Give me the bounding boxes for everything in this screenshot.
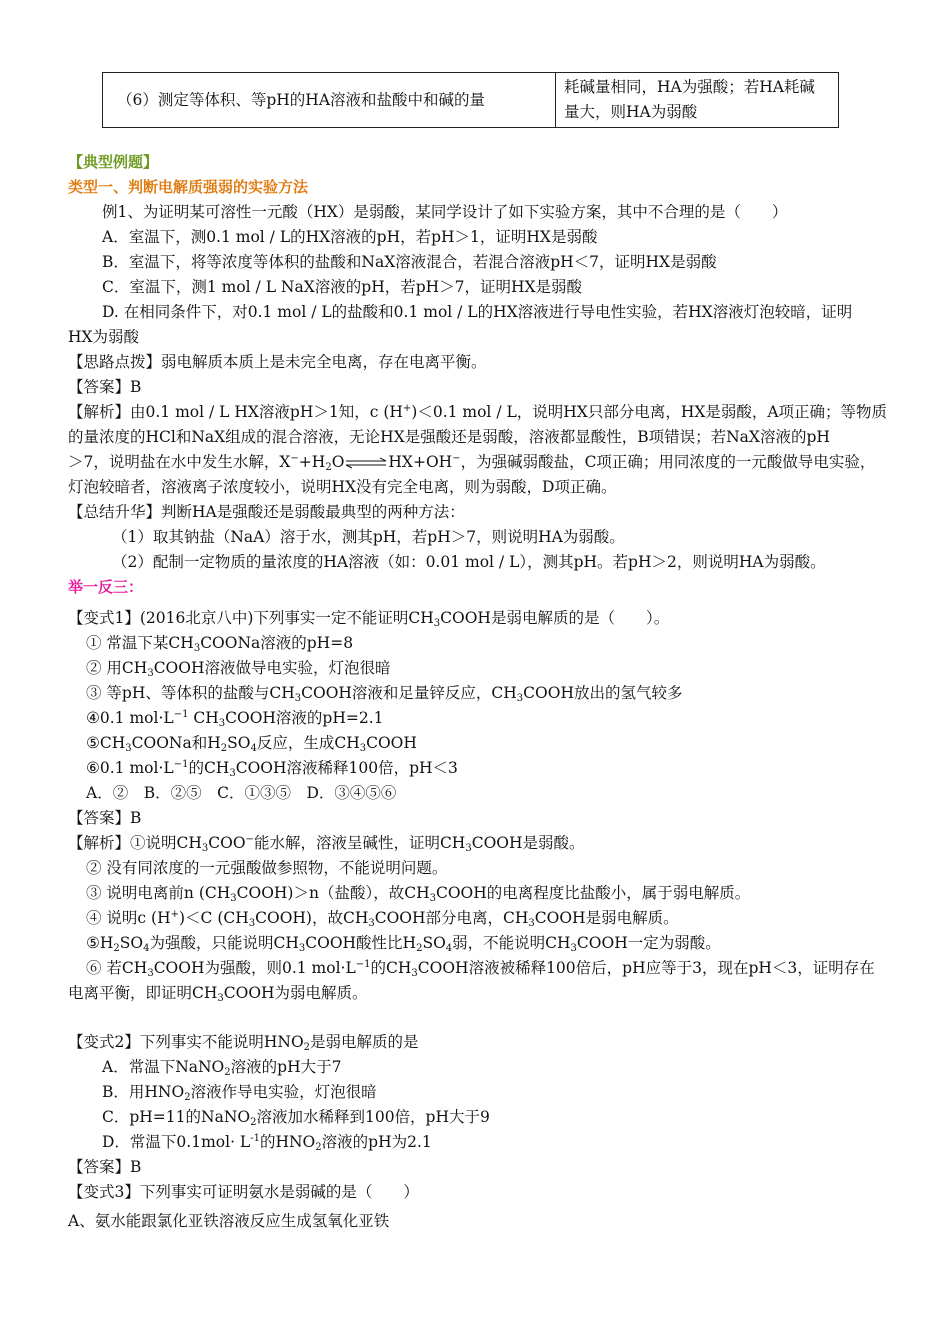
example1-analysis-1: 【解析】由0.1 mol / L HX溶液pH＞1知，c (H+)＜0.1 mol / L，说明HX只部分电离，HX是弱酸，A项正确；等物质 xyxy=(68,403,888,421)
variant1-item-3: ③ 等pH、等体积的盐酸与$CH_3COOH$溶液和足量锌反应，$CH_3COOH$放出的氢气较多 xyxy=(86,684,683,704)
method-table xyxy=(102,72,839,128)
variant3-question: 【变式3】下列事实可证明氨水是弱碱的是（ ） xyxy=(68,1183,419,1201)
variant1-analysis-1: 【解析】①说明$CH_3COO^-$能水解，溶液呈碱性，证明$CH_3COOH$是弱酸。 xyxy=(68,834,585,854)
example1-answer: 【答案】B xyxy=(68,378,142,396)
example1-analysis-3: ＞7，说明盐在水中发生水解，$X^-+H_2O$ HX+OH−，为强碱弱酸盐，C项正确；用同浓度的一元酸做导电实验， xyxy=(68,453,876,473)
table-cell-method: （6）测定等体积、等pH的HA溶液和盐酸中和碱的量 xyxy=(103,73,556,128)
variant1-answer: 【答案】B xyxy=(68,809,142,827)
variant1-item-4: ④0.1 $mol\cdot L^{-1}$ $CH_3COOH$溶液的pH=2.1 xyxy=(86,709,384,729)
variant2-question: 【变式2】下列事实不能说明$HNO_2$是弱电解质的是 xyxy=(68,1033,419,1053)
example1-analysis-2: 的量浓度的HCl和NaX组成的混合溶液，无论HX是强酸还是弱酸，溶液都显酸性，B项错误；若NaX溶液的pH xyxy=(68,428,830,446)
variant1-analysis-4: ④ 说明c (H+)＜C $(CH_3COOH)$，故$CH_3COOH$部分电离，$CH_3COOH$是弱电解质。 xyxy=(86,909,679,929)
variant1-analysis-5: $⑤H_2SO_4$为强酸，只能说明$CH_3COOH$酸性比$H_2SO_4$弱，不能说明$CH_3COOH$一定为弱酸。 xyxy=(86,934,721,954)
variant2-option-a: A．常温下NaNO$_2$溶液的pH大于7 xyxy=(102,1058,342,1078)
example1-option-d-cont: HX为弱酸 xyxy=(68,328,140,346)
variant2-block xyxy=(68,1030,884,1234)
variant1-question: 【变式1】(2016北京八中)下列事实一定不能证明$CH_3COOH$是弱电解质的是（ ）。 xyxy=(68,609,670,629)
variant3-option-a: A、氨水能跟氯化亚铁溶液反应生成氢氧化亚铁 xyxy=(68,1212,390,1230)
example1-option-d: D. 在相同条件下，对0.1 mol / L的盐酸和0.1 mol / L的HX溶液进行导电性实验，若HX溶液灯泡较暗，证明 xyxy=(102,303,853,321)
practice-label: 举一反三： xyxy=(68,578,144,596)
variant1-block xyxy=(68,606,884,1006)
variant1-choices: A．② B．②⑤ C．①③⑤ D．③④⑤⑥ xyxy=(86,784,397,802)
content-block xyxy=(68,150,888,600)
variant2-option-d: D．常温下$0.1mol\cdot L^{-1}$的$HNO_2$溶液的pH为2.1 xyxy=(102,1133,432,1153)
variant1-analysis-3: ③ 说明电离前n $(CH_3COOH)>n$（盐酸），故$CH_3COOH$的电离程度比盐酸小，属于弱电解质。 xyxy=(86,884,751,904)
variant1-analysis-6: ⑥ 若$CH_3COOH$为强酸，则0.1 $mol\cdot L^{-1}$的$CH_3COOH$溶液被稀释100倍后，pH应等于3，现在pH＜3，证明存在 xyxy=(86,959,875,979)
table-row xyxy=(103,73,839,128)
table-cell-conclusion: 耗碱量相同，HA为强酸；若HA耗碱量大，则HA为弱酸 xyxy=(556,73,839,128)
example1-summary: 【总结升华】判断HA是强酸还是弱酸最典型的两种方法： xyxy=(68,503,465,521)
example1-option-a: A．室温下，测0.1 mol / L的HX溶液的pH，若pH＞1，证明HX是弱酸 xyxy=(102,228,598,246)
variant1-item-5: $⑤CH_3COONa$和$H_2SO_4$反应，生成$CH_3COOH$ xyxy=(86,734,417,754)
variant1-item-2: ② 用$CH_3COOH$溶液做导电实验，灯泡很暗 xyxy=(86,659,391,679)
example1-summary-2: （2）配制一定物质的量浓度的HA溶液（如：0.01 mol / L），测其pH。若pH＞2，则说明HA为弱酸。 xyxy=(112,553,826,571)
section-label: 【典型例题】 xyxy=(68,153,159,171)
example1-hint: 【思路点拨】弱电解质本质上是未完全电离，存在电离平衡。 xyxy=(68,353,487,371)
variant1-item-6: ⑥0.1 $mol\cdot L^{-1}$的$CH_3COOH$溶液稀释100倍，pH＜3 xyxy=(86,759,458,779)
variant2-answer: 【答案】B xyxy=(68,1158,142,1176)
variant1-item-1: ① 常温下某$CH_3COONa$溶液的pH=8 xyxy=(86,634,354,654)
example1-analysis-4: 灯泡较暗者，溶液离子浓度较小，说明HX没有完全电离，则为弱酸，D项正确。 xyxy=(68,478,617,496)
example1-summary-1: （1）取其钠盐（NaA）溶于水，测其pH，若pH＞7，则说明HA为弱酸。 xyxy=(112,528,625,546)
variant1-analysis-6-cont: 电离平衡，即证明$CH_3COOH$为弱电解质。 xyxy=(68,984,368,1004)
variant2-option-c: C．pH=11的NaNO$_2$溶液加水稀释到100倍，pH大于9 xyxy=(102,1108,490,1128)
equilibrium-arrow-icon xyxy=(344,457,388,469)
variant2-option-b: B．用$HNO_2$溶液作导电实验，灯泡很暗 xyxy=(102,1083,377,1103)
variant1-analysis-2: ② 没有同浓度的一元强酸做参照物，不能说明问题。 xyxy=(86,859,448,877)
type1-title: 类型一、判断电解质强弱的实验方法 xyxy=(68,178,309,196)
example1-option-b: B．室温下，将等浓度等体积的盐酸和NaX溶液混合，若混合溶液pH＜7，证明HX是弱酸 xyxy=(102,253,717,271)
example1-option-c: C．室温下，测1 mol / L NaX溶液的pH，若pH＞7，证明HX是弱酸 xyxy=(102,278,583,296)
example1-question: 例1、为证明某可溶性一元酸（HX）是弱酸，某同学设计了如下实验方案，其中不合理的是（ ） xyxy=(102,203,788,221)
